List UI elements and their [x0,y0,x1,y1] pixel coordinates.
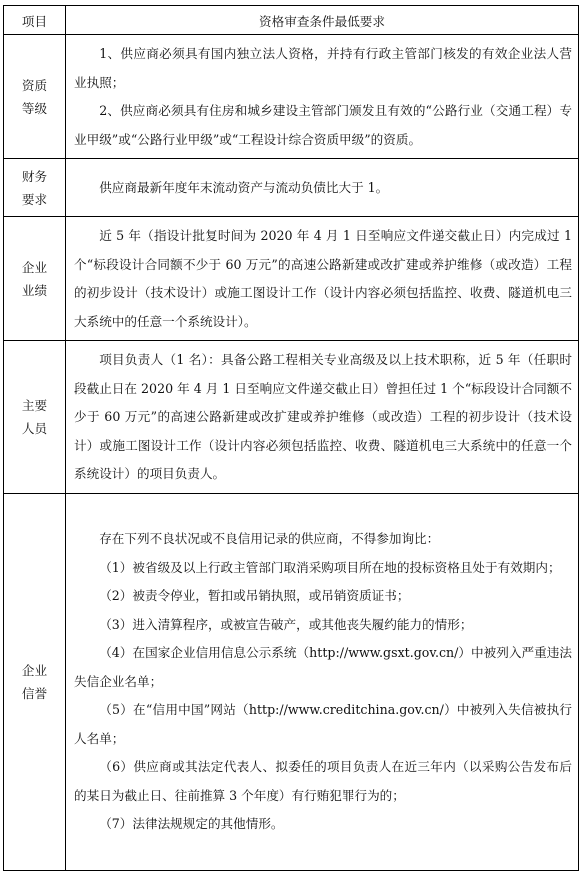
row-label [4,493,66,870]
paragraph: 项目负责人（1 名）：具备公路工程相关专业高级及以上技术职称，近 5 年（任职时段截止日在 2020 年 4 月 1 日至响应文件递交截止日）曾担任过 1 个“标段设计合同额不少于 60 万元”的高速公路新建或改扩建或养护维修（或改造）工程的初步设计（技术设计）或施工图设计工作（设计内容必须包括监控、收费、隧道机电三大系统中的任意一个系统设计）的项目负责人。 [74,352,572,481]
row-label-line: 业绩 [21,282,48,298]
row-label-line: 要求 [21,191,48,207]
paragraph: （7）法律法规规定的其他情形。 [99,816,284,832]
paragraph: 供应商最新年度年末流动资产与流动负债比大于 1。 [99,179,389,195]
row-content [66,493,579,870]
row-label [4,159,66,217]
paragraph: （4）在国家企业信用信息公示系统（http://www.gsxt.gov.cn/）中被列入严重违法失信企业名单； [74,645,572,689]
row-content [66,159,579,217]
row-label [4,341,66,494]
row-label-line: 人员 [21,420,48,436]
row-content [66,217,579,341]
row-label-line: 信誉 [21,685,48,701]
row-financial-requirement [4,159,579,217]
row-content [66,341,579,494]
row-company-performance [4,217,579,341]
paragraph: （5）在“信用中国”网站（http://www.creditchina.gov.cn/）中被列入失信被执行人名单； [74,702,572,746]
paragraph: 近 5 年（指设计批复时间为 2020 年 4 月 1 日至响应文件递交截止日）内完成过 1 个“标段设计合同额不少于 60 万元”的高速公路新建或改扩建或养护维修（或改造）工程的初步设计（技术设计）或施工图设计工作（设计内容必须包括监控、收费、隧道机电三大系统中的任意一个系统设计）。 [74,228,572,329]
row-label [4,35,66,159]
row-label [4,217,66,341]
paragraph: 存在下列不良状况或不良信用记录的供应商，不得参加询比： [99,531,440,547]
header-item: 项目 [4,6,66,35]
header-requirements: 资格审查条件最低要求 [66,6,579,35]
row-label-line: 企业 [21,662,48,678]
qualification-table [3,5,579,871]
paragraph: （6）供应商或其法定代表人、拟委任的项目负责人在近三年内（以采购公告发布后的某日为截止日、往前推算 3 个年度）有行贿犯罪行为的； [74,759,572,803]
row-label-line: 等级 [21,100,48,116]
header-row [4,6,579,35]
row-company-credit [4,493,579,870]
row-content [66,35,579,159]
row-key-personnel [4,341,579,494]
paragraph: （2）被责令停业，暂扣或吊销执照，或吊销资质证书； [99,588,410,604]
row-qualification-level [4,35,579,159]
row-label-line: 财务 [21,168,48,184]
row-label-line: 企业 [21,259,48,275]
paragraph: 1、供应商必须具有国内独立法人资格，并持有行政主管部门核发的有效企业法人营业执照； [74,46,572,90]
row-label-line: 资质 [21,77,48,93]
paragraph: 2、供应商必须具有住房和城乡建设主管部门颁发且有效的“公路行业（交通工程）专业甲级”或“公路行业甲级”或“工程设计综合资质甲级”的资质。 [74,103,572,147]
paragraph: （3）进入清算程序，或被宣告破产，或其他丧失履约能力的情形； [99,616,473,632]
row-label-line: 主要 [21,397,48,413]
paragraph: （1）被省级及以上行政主管部门取消采购项目所在地的投标资格且处于有效期内； [99,559,561,575]
